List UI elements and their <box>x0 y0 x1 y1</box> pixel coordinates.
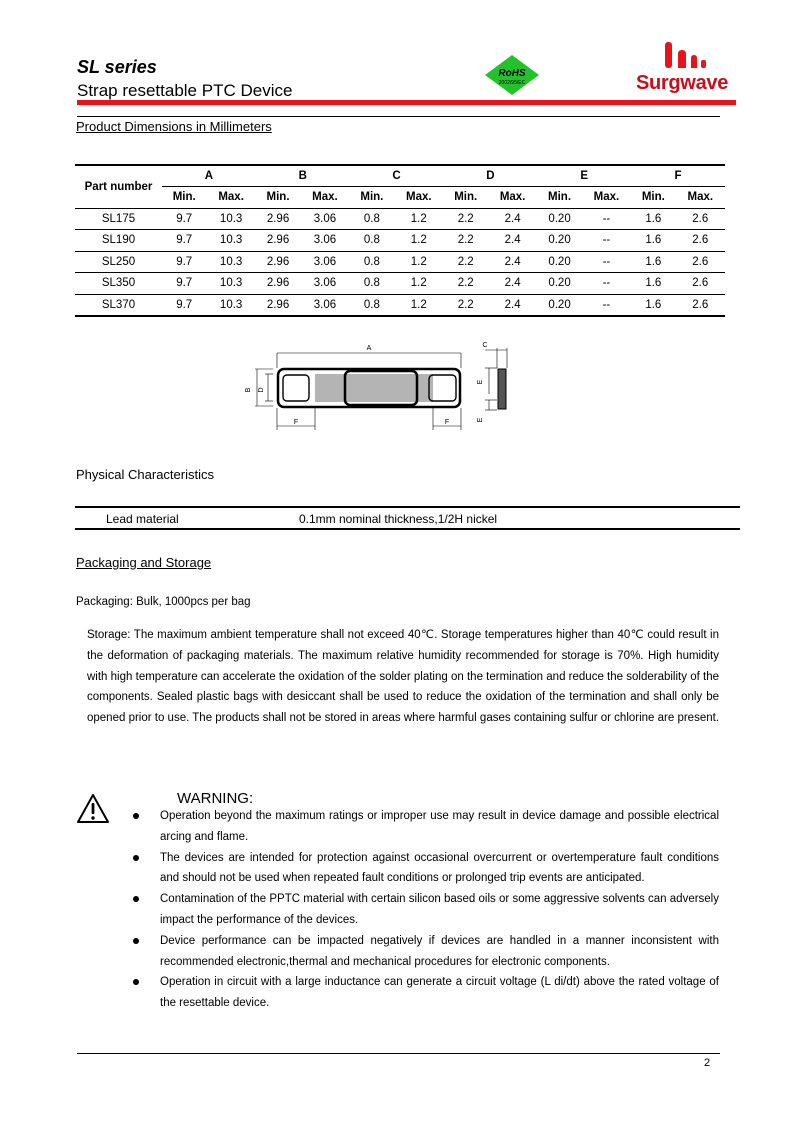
table-row <box>75 208 725 230</box>
dimension-cell: 2.96 <box>256 230 300 252</box>
dimension-cell: 2.4 <box>488 294 537 316</box>
group-header-a: A <box>162 165 256 187</box>
part-number-cell: SL370 <box>75 294 162 316</box>
warning-item: Device performance can be impacted negatively if devices are handled in a manner inconsistent with recommended electronic,thermal and mechanical procedures for electronic components. <box>130 931 719 973</box>
series-title: SL series <box>77 57 157 77</box>
dimension-cell: 2.96 <box>256 273 300 295</box>
max-header: Max. <box>582 187 631 209</box>
rohs-badge <box>484 54 540 96</box>
dimension-label-e-top: E <box>477 379 484 385</box>
dimension-cell: 1.2 <box>394 230 443 252</box>
warning-item: Operation beyond the maximum ratings or improper use may result in device damage and possible electrical arcing and flame. <box>130 806 719 848</box>
dimension-cell: 2.6 <box>676 273 725 295</box>
header-thin-rule <box>77 116 720 117</box>
dimension-cell: 1.2 <box>394 273 443 295</box>
dimension-cell: 2.4 <box>488 230 537 252</box>
max-header: Max. <box>394 187 443 209</box>
dimension-label-c: C <box>482 342 488 349</box>
storage-paragraph: Storage: The maximum ambient temperature shall not exceed 40℃. Storage temperatures higher than 40℃ could result in the deformation of packaging materials. The maximum relative humidity recommended for storage is 70%. High humidity with high temperature can accelerate the oxidation of the solder plating on the termination and reduce the solderability of the components. Sealed plastic bags with desiccant shall be used to reduce the oxidation of the termination and shall only be opened prior to use. The products shall not be stored in areas where harmful gases containing sulfur or chlorine are present. <box>87 629 720 725</box>
dimension-cell: 0.20 <box>537 251 581 273</box>
min-header: Min. <box>443 187 487 209</box>
dimension-cell: 3.06 <box>300 294 349 316</box>
dimension-cell: 9.7 <box>162 230 206 252</box>
dimension-cell: 1.6 <box>631 230 675 252</box>
header-rule <box>77 100 736 105</box>
part-number-cell: SL350 <box>75 273 162 295</box>
dimension-cell: 10.3 <box>206 251 255 273</box>
dimension-cell: 3.06 <box>300 251 349 273</box>
dimension-cell: 1.2 <box>394 208 443 230</box>
max-header: Max. <box>206 187 255 209</box>
dimension-cell: -- <box>582 294 631 316</box>
min-header: Min. <box>350 187 394 209</box>
rohs-code: 2002/95/EC <box>498 80 526 86</box>
max-header: Max. <box>488 187 537 209</box>
footer-rule <box>77 1053 720 1054</box>
dimension-cell: 0.20 <box>537 294 581 316</box>
dimension-label-e-bottom: E <box>477 417 484 423</box>
part-number-cell: SL190 <box>75 230 162 252</box>
dimensions-heading: Product Dimensions in Millimeters <box>76 119 272 134</box>
dimension-cell: 9.7 <box>162 208 206 230</box>
dimension-cell: 2.2 <box>443 208 487 230</box>
packaging-line: Packaging: Bulk, 1000pcs per bag <box>76 596 251 608</box>
dimension-label-d: D <box>258 387 265 393</box>
warning-item: The devices are intended for protection against occasional overcurrent or overtemperature fault conditions and should not be used when repeated fault conditions or prolonged trip events are anticipated. <box>130 848 719 890</box>
dimension-cell: 2.4 <box>488 208 537 230</box>
warning-item: Operation in circuit with a large inductance can generate a circuit voltage (L di/dt) above the rated voltage of the resettable device. <box>130 972 719 1014</box>
group-header-c: C <box>350 165 444 187</box>
dimension-cell: 10.3 <box>206 273 255 295</box>
table-row <box>75 294 725 316</box>
dimension-cell: 2.2 <box>443 230 487 252</box>
page-number: 2 <box>704 1057 711 1069</box>
dimension-cell: -- <box>582 251 631 273</box>
max-header: Max. <box>300 187 349 209</box>
dimension-cell: 1.6 <box>631 208 675 230</box>
part-number-header: Part number <box>75 165 162 208</box>
dimension-drawing <box>245 338 525 434</box>
table-row <box>75 230 725 252</box>
dimension-cell: 2.6 <box>676 208 725 230</box>
dimension-cell: 1.2 <box>394 251 443 273</box>
dimension-cell: 2.6 <box>676 251 725 273</box>
min-header: Min. <box>537 187 581 209</box>
dimension-cell: 0.8 <box>350 273 394 295</box>
dimension-cell: 0.20 <box>537 230 581 252</box>
group-header-e: E <box>537 165 631 187</box>
dimension-cell: 1.2 <box>394 294 443 316</box>
dimension-cell: 2.6 <box>676 230 725 252</box>
dimension-cell: 10.3 <box>206 230 255 252</box>
dimensions-table <box>75 164 725 317</box>
part-number-cell: SL250 <box>75 251 162 273</box>
dimension-cell: 0.20 <box>537 208 581 230</box>
dimension-cell: 3.06 <box>300 273 349 295</box>
dimension-cell: -- <box>582 208 631 230</box>
brand-mark-icon <box>628 38 736 72</box>
dimension-cell: 1.6 <box>631 251 675 273</box>
table-row <box>75 251 725 273</box>
dimension-cell: 9.7 <box>162 251 206 273</box>
dimension-cell: 2.96 <box>256 251 300 273</box>
warning-title: WARNING: <box>177 790 254 807</box>
dimension-cell: 10.3 <box>206 208 255 230</box>
max-header: Max. <box>676 187 725 209</box>
group-header-b: B <box>256 165 350 187</box>
warning-list <box>130 806 719 1014</box>
dimension-cell: 1.6 <box>631 273 675 295</box>
dimension-cell: 0.8 <box>350 208 394 230</box>
ptc-body-shape <box>315 374 433 402</box>
group-header-d: D <box>443 165 537 187</box>
min-max-header-row <box>75 187 725 209</box>
dimension-cell: 10.3 <box>206 294 255 316</box>
brand-logo <box>628 38 736 98</box>
dimension-label-b: B <box>245 387 252 393</box>
part-number-cell: SL175 <box>75 208 162 230</box>
dimension-cell: 2.96 <box>256 294 300 316</box>
packaging-heading: Packaging and Storage <box>76 555 212 570</box>
min-header: Min. <box>631 187 675 209</box>
dimension-cell: 0.20 <box>537 273 581 295</box>
dimension-cell: -- <box>582 273 631 295</box>
min-header: Min. <box>162 187 206 209</box>
dimension-cell: 0.8 <box>350 251 394 273</box>
min-header: Min. <box>256 187 300 209</box>
dimension-cell: 0.8 <box>350 294 394 316</box>
table-row <box>75 273 725 295</box>
dimension-cell: 9.7 <box>162 273 206 295</box>
warning-triangle-icon <box>76 793 110 825</box>
dimension-cell: 2.96 <box>256 208 300 230</box>
group-header-f: F <box>631 165 725 187</box>
dimension-cell: 2.2 <box>443 273 487 295</box>
rohs-label: RoHS <box>498 68 526 79</box>
dimension-cell: 9.7 <box>162 294 206 316</box>
dimension-label-f-left: F <box>293 419 299 426</box>
dimension-cell: 3.06 <box>300 208 349 230</box>
warning-item: Contamination of the PPTC material with certain silicon based oils or some aggressive solvents can adversely impact the performance of the devices. <box>130 889 719 931</box>
brand-name: Surgwave <box>635 72 729 94</box>
dimension-cell: 2.6 <box>676 294 725 316</box>
dimension-cell: 3.06 <box>300 230 349 252</box>
physical-table <box>75 506 740 530</box>
dimension-label-f-right: F <box>444 419 450 426</box>
dimension-cell: 2.2 <box>443 251 487 273</box>
dimension-cell: 2.2 <box>443 294 487 316</box>
dimension-cell: 2.4 <box>488 251 537 273</box>
dimension-cell: 1.6 <box>631 294 675 316</box>
lead-material-value: 0.1mm nominal thickness,1/2H nickel <box>299 512 498 526</box>
physical-heading: Physical Characteristics <box>76 467 214 482</box>
dimension-label-a: A <box>366 345 372 352</box>
dimension-cell: -- <box>582 230 631 252</box>
dimension-cell: 2.4 <box>488 273 537 295</box>
dimension-cell: 0.8 <box>350 230 394 252</box>
lead-material-label: Lead material <box>106 512 179 526</box>
document-subtitle: Strap resettable PTC Device <box>77 81 293 100</box>
